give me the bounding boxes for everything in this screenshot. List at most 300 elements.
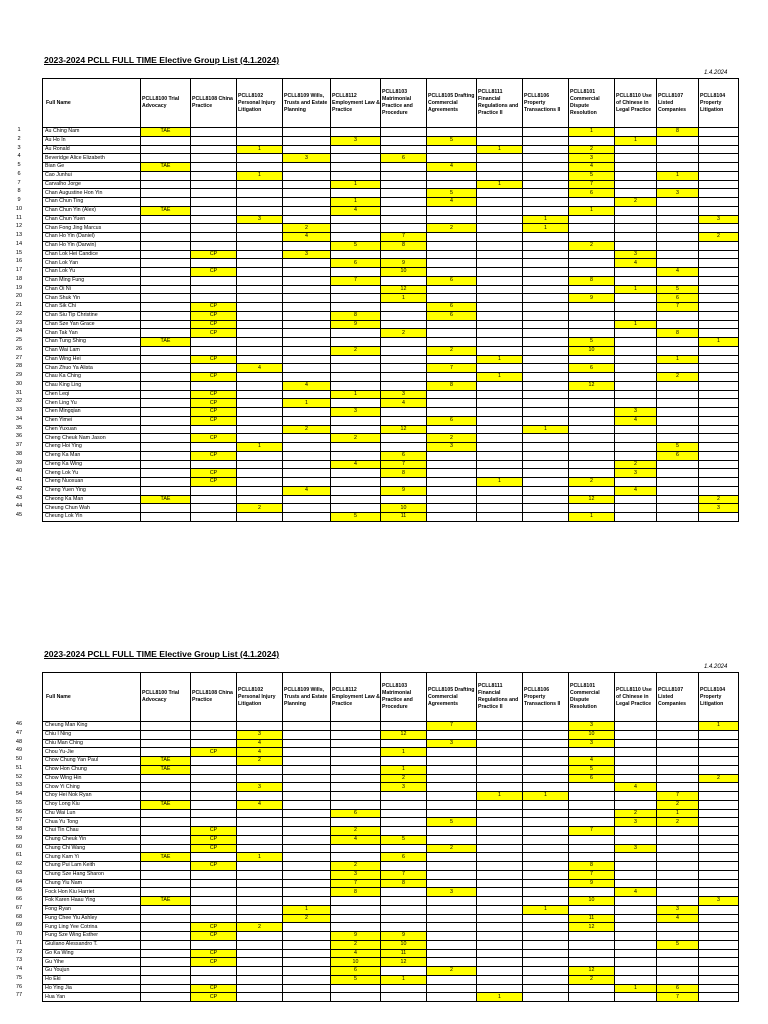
group-cell-8107 bbox=[657, 416, 699, 425]
group-cell-8112 bbox=[331, 224, 381, 233]
group-cell-8103 bbox=[381, 206, 427, 215]
group-cell-8110 bbox=[615, 853, 657, 862]
group-cell-8100 bbox=[141, 888, 191, 897]
group-cell-8112 bbox=[331, 399, 381, 408]
group-cell-8106: 1 bbox=[523, 224, 569, 233]
group-cell-8109 bbox=[283, 967, 331, 976]
row-number: 6 bbox=[17, 170, 21, 177]
group-cell-8110: 3 bbox=[615, 844, 657, 853]
group-cell-8101 bbox=[569, 443, 615, 452]
student-name: Beveridge Alice Elizabeth bbox=[43, 154, 141, 163]
group-cell-8101 bbox=[569, 748, 615, 757]
group-cell-8107: 3 bbox=[657, 905, 699, 914]
group-cell-8111 bbox=[477, 513, 523, 522]
student-name: Bian Ge bbox=[43, 163, 141, 172]
group-cell-8106 bbox=[523, 818, 569, 827]
group-cell-8107 bbox=[657, 478, 699, 487]
group-cell-8106 bbox=[523, 730, 569, 739]
group-cell-8110 bbox=[615, 504, 657, 513]
group-cell-8101: 5 bbox=[569, 338, 615, 347]
group-cell-8101 bbox=[569, 800, 615, 809]
group-cell-8112 bbox=[331, 303, 381, 312]
student-name: Fong Ryan bbox=[43, 905, 141, 914]
group-cell-8100 bbox=[141, 189, 191, 198]
group-cell-8107 bbox=[657, 346, 699, 355]
row-number: 47 bbox=[15, 729, 23, 736]
table-row bbox=[43, 504, 739, 513]
group-cell-8111: 1 bbox=[477, 145, 523, 154]
group-cell-8104 bbox=[699, 198, 739, 207]
group-cell-8105: 5 bbox=[427, 189, 477, 198]
group-cell-8108 bbox=[191, 215, 237, 224]
column-header-8101: PCLL8101 Commercial Dispute Resolution bbox=[569, 673, 615, 722]
group-cell-8106: 1 bbox=[523, 905, 569, 914]
group-cell-8103 bbox=[381, 809, 427, 818]
group-cell-8110: 1 bbox=[615, 285, 657, 294]
table-row bbox=[43, 381, 739, 390]
group-cell-8102 bbox=[237, 765, 283, 774]
group-cell-8110 bbox=[615, 923, 657, 932]
group-cell-8112: 5 bbox=[331, 513, 381, 522]
group-cell-8106 bbox=[523, 862, 569, 871]
group-cell-8106 bbox=[523, 163, 569, 172]
group-cell-8107: 3 bbox=[657, 189, 699, 198]
group-cell-8103 bbox=[381, 818, 427, 827]
group-cell-8104 bbox=[699, 460, 739, 469]
table-row bbox=[43, 932, 739, 941]
row-number: 48 bbox=[15, 738, 23, 745]
group-cell-8108 bbox=[191, 853, 237, 862]
group-cell-8104 bbox=[699, 975, 739, 984]
group-cell-8103 bbox=[381, 355, 427, 364]
group-cell-8106 bbox=[523, 800, 569, 809]
table-row bbox=[43, 268, 739, 277]
group-cell-8102 bbox=[237, 416, 283, 425]
group-cell-8112: 2 bbox=[331, 827, 381, 836]
student-name: Chiu I Ning bbox=[43, 730, 141, 739]
group-cell-8105: 6 bbox=[427, 416, 477, 425]
group-cell-8104 bbox=[699, 451, 739, 460]
group-cell-8111 bbox=[477, 940, 523, 949]
group-cell-8105 bbox=[427, 486, 477, 495]
group-cell-8107: 5 bbox=[657, 940, 699, 949]
group-cell-8101 bbox=[569, 390, 615, 399]
group-cell-8108 bbox=[191, 888, 237, 897]
group-cell-8110 bbox=[615, 800, 657, 809]
group-cell-8107 bbox=[657, 154, 699, 163]
group-cell-8100 bbox=[141, 809, 191, 818]
group-cell-8103 bbox=[381, 984, 427, 993]
group-cell-8100: TAE bbox=[141, 206, 191, 215]
group-cell-8108 bbox=[191, 879, 237, 888]
group-cell-8104 bbox=[699, 180, 739, 189]
group-cell-8111 bbox=[477, 154, 523, 163]
group-cell-8101 bbox=[569, 958, 615, 967]
group-cell-8101: 10 bbox=[569, 730, 615, 739]
student-name: Fung Sze Wing Esther bbox=[43, 932, 141, 941]
group-cell-8112 bbox=[331, 451, 381, 460]
row-number: 2 bbox=[17, 135, 21, 142]
group-cell-8107 bbox=[657, 722, 699, 731]
group-cell-8105: 3 bbox=[427, 888, 477, 897]
group-cell-8111: 1 bbox=[477, 355, 523, 364]
group-cell-8109 bbox=[283, 932, 331, 941]
group-cell-8110 bbox=[615, 443, 657, 452]
group-cell-8106 bbox=[523, 949, 569, 958]
group-cell-8103: 6 bbox=[381, 451, 427, 460]
group-cell-8101: 3 bbox=[569, 154, 615, 163]
student-name: Ho Ying Jia bbox=[43, 984, 141, 993]
table-row bbox=[43, 154, 739, 163]
group-cell-8106 bbox=[523, 914, 569, 923]
group-cell-8111 bbox=[477, 364, 523, 373]
group-cell-8110 bbox=[615, 739, 657, 748]
group-cell-8103: 10 bbox=[381, 940, 427, 949]
group-cell-8102 bbox=[237, 486, 283, 495]
group-cell-8111 bbox=[477, 469, 523, 478]
group-cell-8103 bbox=[381, 967, 427, 976]
group-cell-8103 bbox=[381, 250, 427, 259]
group-cell-8109 bbox=[283, 835, 331, 844]
group-cell-8110 bbox=[615, 303, 657, 312]
group-cell-8107 bbox=[657, 932, 699, 941]
group-cell-8101: 10 bbox=[569, 897, 615, 906]
table-row bbox=[43, 967, 739, 976]
row-number: 60 bbox=[15, 843, 23, 850]
column-header-8102: PCLL8102 Personal Injury Litigation bbox=[237, 673, 283, 722]
group-cell-8110 bbox=[615, 792, 657, 801]
group-cell-8102: 2 bbox=[237, 504, 283, 513]
group-cell-8102: 1 bbox=[237, 171, 283, 180]
group-cell-8104 bbox=[699, 250, 739, 259]
group-cell-8101 bbox=[569, 320, 615, 329]
group-cell-8106 bbox=[523, 381, 569, 390]
row-number: 15 bbox=[15, 249, 23, 256]
group-cell-8109 bbox=[283, 268, 331, 277]
group-cell-8102: 3 bbox=[237, 730, 283, 739]
group-cell-8100 bbox=[141, 967, 191, 976]
group-cell-8105 bbox=[427, 259, 477, 268]
group-cell-8102 bbox=[237, 303, 283, 312]
group-cell-8101: 12 bbox=[569, 495, 615, 504]
group-cell-8110: 2 bbox=[615, 198, 657, 207]
row-number: 10 bbox=[15, 205, 23, 212]
column-header-8106: PCLL8106 Property Transactions II bbox=[523, 79, 569, 128]
table-row bbox=[43, 984, 739, 993]
student-name: Chau Ka Ching bbox=[43, 373, 141, 382]
group-cell-8107 bbox=[657, 879, 699, 888]
group-cell-8109 bbox=[283, 897, 331, 906]
group-cell-8108 bbox=[191, 940, 237, 949]
group-cell-8110 bbox=[615, 145, 657, 154]
group-cell-8109 bbox=[283, 827, 331, 836]
group-cell-8109 bbox=[283, 949, 331, 958]
group-cell-8112 bbox=[331, 748, 381, 757]
group-cell-8100 bbox=[141, 984, 191, 993]
group-cell-8109 bbox=[283, 765, 331, 774]
group-cell-8112 bbox=[331, 355, 381, 364]
student-name: Chung Pui Lam Keith bbox=[43, 862, 141, 871]
group-cell-8109 bbox=[283, 355, 331, 364]
group-cell-8108: CP bbox=[191, 303, 237, 312]
group-cell-8102 bbox=[237, 722, 283, 731]
group-cell-8108 bbox=[191, 722, 237, 731]
group-cell-8100 bbox=[141, 346, 191, 355]
group-cell-8110: 1 bbox=[615, 136, 657, 145]
table-row bbox=[43, 914, 739, 923]
group-cell-8109 bbox=[283, 460, 331, 469]
group-cell-8101: 2 bbox=[569, 478, 615, 487]
group-cell-8107 bbox=[657, 757, 699, 766]
group-cell-8111 bbox=[477, 338, 523, 347]
group-cell-8108 bbox=[191, 171, 237, 180]
group-cell-8107 bbox=[657, 399, 699, 408]
group-cell-8112 bbox=[331, 486, 381, 495]
group-cell-8101 bbox=[569, 949, 615, 958]
group-cell-8102 bbox=[237, 870, 283, 879]
group-cell-8105: 7 bbox=[427, 722, 477, 731]
group-cell-8102 bbox=[237, 495, 283, 504]
group-cell-8106 bbox=[523, 722, 569, 731]
group-cell-8109 bbox=[283, 504, 331, 513]
group-cell-8109 bbox=[283, 879, 331, 888]
table-row bbox=[43, 425, 739, 434]
group-cell-8106 bbox=[523, 495, 569, 504]
group-cell-8111 bbox=[477, 827, 523, 836]
group-cell-8102: 1 bbox=[237, 443, 283, 452]
group-cell-8112 bbox=[331, 145, 381, 154]
group-cell-8104 bbox=[699, 993, 739, 1002]
column-header-8111: PCLL8111 Financial Regulations and Practice II bbox=[477, 79, 523, 128]
group-cell-8105 bbox=[427, 730, 477, 739]
group-cell-8111 bbox=[477, 958, 523, 967]
group-cell-8111 bbox=[477, 853, 523, 862]
table-row bbox=[43, 460, 739, 469]
group-cell-8109 bbox=[283, 434, 331, 443]
group-cell-8112 bbox=[331, 504, 381, 513]
group-cell-8100 bbox=[141, 460, 191, 469]
group-cell-8106 bbox=[523, 294, 569, 303]
student-name: Chan Lok Yu bbox=[43, 268, 141, 277]
group-cell-8104 bbox=[699, 381, 739, 390]
student-name: Chow Chung Yan Paul bbox=[43, 757, 141, 766]
group-cell-8109 bbox=[283, 478, 331, 487]
group-cell-8106 bbox=[523, 171, 569, 180]
group-cell-8100 bbox=[141, 268, 191, 277]
group-cell-8104 bbox=[699, 128, 739, 137]
group-cell-8108: CP bbox=[191, 268, 237, 277]
group-cell-8102 bbox=[237, 189, 283, 198]
group-cell-8111 bbox=[477, 905, 523, 914]
group-cell-8108: CP bbox=[191, 451, 237, 460]
group-cell-8102 bbox=[237, 276, 283, 285]
group-cell-8104 bbox=[699, 355, 739, 364]
group-cell-8111 bbox=[477, 765, 523, 774]
row-number: 3 bbox=[17, 144, 21, 151]
group-cell-8100 bbox=[141, 311, 191, 320]
group-cell-8106 bbox=[523, 739, 569, 748]
group-cell-8104 bbox=[699, 870, 739, 879]
group-cell-8100 bbox=[141, 835, 191, 844]
group-cell-8107: 8 bbox=[657, 128, 699, 137]
table-row bbox=[43, 311, 739, 320]
group-cell-8109 bbox=[283, 198, 331, 207]
table-row bbox=[43, 757, 739, 766]
group-cell-8107 bbox=[657, 215, 699, 224]
group-cell-8100 bbox=[141, 320, 191, 329]
group-cell-8111 bbox=[477, 835, 523, 844]
group-cell-8100: TAE bbox=[141, 853, 191, 862]
row-number: 31 bbox=[15, 389, 23, 396]
group-cell-8100 bbox=[141, 478, 191, 487]
group-cell-8105 bbox=[427, 905, 477, 914]
group-cell-8101: 1 bbox=[569, 128, 615, 137]
column-header-8109: PCLL8109 Wills, Trusts and Estate Planning bbox=[283, 79, 331, 128]
group-cell-8105 bbox=[427, 757, 477, 766]
group-cell-8107 bbox=[657, 835, 699, 844]
group-cell-8110 bbox=[615, 329, 657, 338]
group-cell-8108 bbox=[191, 792, 237, 801]
group-cell-8101 bbox=[569, 818, 615, 827]
group-cell-8108 bbox=[191, 739, 237, 748]
student-name: Cheong Ka Man bbox=[43, 495, 141, 504]
group-cell-8112 bbox=[331, 443, 381, 452]
row-number: 14 bbox=[15, 240, 23, 247]
group-cell-8105 bbox=[427, 504, 477, 513]
group-cell-8104 bbox=[699, 940, 739, 949]
group-cell-8102 bbox=[237, 399, 283, 408]
group-cell-8110 bbox=[615, 189, 657, 198]
group-cell-8110 bbox=[615, 870, 657, 879]
group-cell-8111 bbox=[477, 276, 523, 285]
student-name: Chung Sze Hang Sharon bbox=[43, 870, 141, 879]
group-cell-8105 bbox=[427, 897, 477, 906]
group-cell-8105 bbox=[427, 355, 477, 364]
group-cell-8108 bbox=[191, 504, 237, 513]
group-cell-8109 bbox=[283, 757, 331, 766]
group-cell-8101 bbox=[569, 355, 615, 364]
group-cell-8100 bbox=[141, 827, 191, 836]
group-cell-8110 bbox=[615, 827, 657, 836]
group-cell-8102 bbox=[237, 862, 283, 871]
group-cell-8108 bbox=[191, 163, 237, 172]
group-cell-8111 bbox=[477, 486, 523, 495]
student-name: Chou Yu-Jie bbox=[43, 748, 141, 757]
group-cell-8104 bbox=[699, 390, 739, 399]
group-cell-8102: 4 bbox=[237, 739, 283, 748]
group-cell-8105 bbox=[427, 206, 477, 215]
group-cell-8109 bbox=[283, 993, 331, 1002]
group-cell-8105 bbox=[427, 320, 477, 329]
group-cell-8111 bbox=[477, 809, 523, 818]
group-cell-8103 bbox=[381, 862, 427, 871]
group-cell-8100: TAE bbox=[141, 338, 191, 347]
group-cell-8104 bbox=[699, 844, 739, 853]
group-cell-8112 bbox=[331, 993, 381, 1002]
group-cell-8109 bbox=[283, 739, 331, 748]
group-cell-8102: 4 bbox=[237, 364, 283, 373]
group-cell-8109 bbox=[283, 451, 331, 460]
group-cell-8103 bbox=[381, 145, 427, 154]
table-row bbox=[43, 800, 739, 809]
group-cell-8104 bbox=[699, 145, 739, 154]
column-header-8111: PCLL8111 Financial Regulations and Practice II bbox=[477, 673, 523, 722]
group-cell-8108: CP bbox=[191, 399, 237, 408]
group-cell-8103 bbox=[381, 408, 427, 417]
table-row bbox=[43, 765, 739, 774]
group-cell-8110 bbox=[615, 774, 657, 783]
group-cell-8101: 5 bbox=[569, 765, 615, 774]
group-cell-8106 bbox=[523, 198, 569, 207]
group-cell-8109 bbox=[283, 294, 331, 303]
student-name: Cheng Lok Yu bbox=[43, 469, 141, 478]
group-cell-8104 bbox=[699, 399, 739, 408]
row-number: 69 bbox=[15, 922, 23, 929]
table-row bbox=[43, 128, 739, 137]
group-cell-8105 bbox=[427, 783, 477, 792]
group-cell-8112 bbox=[331, 294, 381, 303]
student-name: Chan Zhuo Ya Alista bbox=[43, 364, 141, 373]
group-cell-8108: CP bbox=[191, 958, 237, 967]
group-cell-8111: 1 bbox=[477, 792, 523, 801]
group-cell-8111 bbox=[477, 425, 523, 434]
elective-table bbox=[42, 672, 739, 1002]
group-cell-8109 bbox=[283, 443, 331, 452]
group-cell-8104 bbox=[699, 914, 739, 923]
row-number: 42 bbox=[15, 485, 23, 492]
group-cell-8111 bbox=[477, 975, 523, 984]
group-cell-8104 bbox=[699, 835, 739, 844]
group-cell-8105: 2 bbox=[427, 967, 477, 976]
group-cell-8103 bbox=[381, 897, 427, 906]
group-cell-8112 bbox=[331, 215, 381, 224]
group-cell-8112 bbox=[331, 171, 381, 180]
group-cell-8111 bbox=[477, 844, 523, 853]
group-cell-8109: 4 bbox=[283, 233, 331, 242]
group-cell-8105 bbox=[427, 408, 477, 417]
group-cell-8109 bbox=[283, 722, 331, 731]
table-row bbox=[43, 862, 739, 871]
group-cell-8102 bbox=[237, 198, 283, 207]
group-cell-8110 bbox=[615, 215, 657, 224]
group-cell-8110: 2 bbox=[615, 460, 657, 469]
table-row bbox=[43, 338, 739, 347]
group-cell-8103: 12 bbox=[381, 730, 427, 739]
group-cell-8112 bbox=[331, 765, 381, 774]
group-cell-8108 bbox=[191, 905, 237, 914]
group-cell-8106 bbox=[523, 984, 569, 993]
group-cell-8110 bbox=[615, 835, 657, 844]
group-cell-8109 bbox=[283, 940, 331, 949]
group-cell-8101: 7 bbox=[569, 870, 615, 879]
group-cell-8105: 3 bbox=[427, 443, 477, 452]
group-cell-8110 bbox=[615, 932, 657, 941]
group-cell-8109 bbox=[283, 416, 331, 425]
group-cell-8110 bbox=[615, 748, 657, 757]
group-cell-8104 bbox=[699, 739, 739, 748]
group-cell-8109: 1 bbox=[283, 905, 331, 914]
page-title: 2023-2024 PCLL FULL TIME Elective Group List (4.1.2024) bbox=[44, 649, 280, 659]
row-number: 46 bbox=[15, 721, 23, 727]
group-cell-8100 bbox=[141, 469, 191, 478]
group-cell-8102 bbox=[237, 320, 283, 329]
student-name: Chiu Man Ching bbox=[43, 739, 141, 748]
group-cell-8103 bbox=[381, 364, 427, 373]
group-cell-8106 bbox=[523, 975, 569, 984]
column-header-8101: PCLL8101 Commercial Dispute Resolution bbox=[569, 79, 615, 128]
table-row bbox=[43, 888, 739, 897]
group-cell-8105 bbox=[427, 399, 477, 408]
